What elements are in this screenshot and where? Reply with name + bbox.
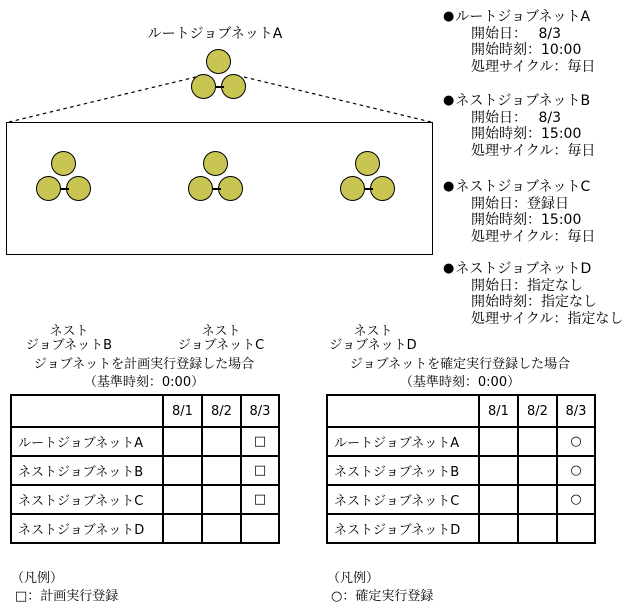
table-row	[11, 427, 279, 456]
detail-jobnet-name: ネストジョブネットC	[455, 179, 591, 195]
column-header: 8/1	[479, 395, 518, 427]
detail-start-time: 開始時刻：15:00	[471, 212, 582, 228]
detail-start-time: 開始時刻：10:00	[471, 42, 582, 58]
plan-table-title	[10, 356, 278, 392]
jobnet-circle-icon	[221, 74, 246, 99]
table-row	[327, 485, 595, 514]
jobnet-circle-icon	[370, 176, 395, 201]
jobnet-circle-icon	[191, 74, 216, 99]
mark-cell	[518, 427, 557, 456]
detail-cycle: 処理サイクル：毎日	[471, 58, 596, 75]
legend-text: □：計画実行登録	[15, 588, 119, 604]
circle-mark-cell: ○	[557, 427, 595, 456]
detail-group-nest-d	[443, 261, 638, 327]
header-row	[327, 395, 595, 427]
mark-cell	[557, 514, 595, 543]
mark-cell	[202, 514, 241, 543]
jobnet-connector	[61, 188, 69, 190]
detail-group-root-a	[443, 9, 638, 75]
jobnet-circle-icon	[355, 151, 380, 176]
detail-jobnet-name: ネストジョブネットB	[455, 93, 591, 109]
jobnet-circle-icon	[36, 176, 61, 201]
row-label: ネストジョブネットB	[11, 456, 163, 485]
plan-schedule-table	[10, 394, 280, 544]
empty-header-cell	[327, 395, 479, 427]
mark-cell	[479, 427, 518, 456]
bullet-icon: ●	[443, 9, 455, 24]
row-label: ネストジョブネットB	[327, 456, 479, 485]
detail-jobnet-name: ルートジョブネットA	[455, 9, 591, 25]
table-title-text: ジョブネットを計画実行登録した場合	[33, 357, 255, 372]
square-mark-cell: □	[241, 456, 279, 485]
table-subtitle-text: （基準時刻：0:00）	[83, 375, 205, 390]
mark-cell	[202, 485, 241, 514]
mark-cell	[163, 514, 202, 543]
dashed-line-right	[244, 77, 431, 122]
table-row	[327, 514, 595, 543]
jobnet-circle-icon	[340, 176, 365, 201]
row-label: ネストジョブネットC	[327, 485, 479, 514]
column-header: 8/3	[241, 395, 279, 427]
table-row	[327, 427, 595, 456]
mark-cell	[202, 456, 241, 485]
detail-name	[443, 261, 638, 278]
square-mark-cell: □	[241, 485, 279, 514]
header-row	[11, 395, 279, 427]
jobnet-circle-icon	[188, 176, 213, 201]
legend-title: （凡例）	[11, 571, 64, 586]
detail-name	[443, 9, 638, 26]
root-jobnet-icon	[191, 49, 249, 102]
nest-jobnet-d-label: ネスト ジョブネットD	[329, 324, 417, 353]
jobnet-circle-icon	[51, 151, 76, 176]
jobnet-connector	[365, 188, 373, 190]
detail-name	[443, 93, 638, 110]
detail-jobnet-name: ネストジョブネットD	[455, 261, 592, 277]
detail-start-date: 開始日： 8/3	[471, 109, 561, 126]
row-label: ルートジョブネットA	[11, 427, 163, 456]
mark-cell	[163, 456, 202, 485]
detail-group-nest-c	[443, 179, 638, 245]
detail-group-nest-b	[443, 93, 638, 159]
empty-header-cell	[11, 395, 163, 427]
column-header: 8/2	[202, 395, 241, 427]
mark-cell	[518, 485, 557, 514]
detail-start-time: 開始時刻：指定なし	[471, 294, 597, 310]
nest-jobnet-d-icon	[340, 151, 398, 204]
column-header: 8/1	[163, 395, 202, 427]
detail-cycle: 処理サイクル：毎日	[471, 228, 596, 245]
detail-cycle: 処理サイクル：毎日	[471, 142, 596, 159]
mark-cell	[163, 485, 202, 514]
jobnet-circle-icon	[206, 49, 231, 74]
detail-start-date: 開始日：登録日	[471, 195, 569, 212]
column-header: 8/2	[518, 395, 557, 427]
detail-start-date: 開始日： 8/3	[471, 25, 561, 42]
detail-cycle: 処理サイクル：指定なし	[471, 310, 624, 327]
nest-jobnet-c-icon	[188, 151, 246, 204]
jobnet-connector	[213, 188, 221, 190]
bullet-icon: ●	[443, 93, 455, 108]
jobnet-circle-icon	[203, 151, 228, 176]
jobnet-connector	[216, 86, 224, 88]
nest-jobnet-c-label: ネスト ジョブネットC	[177, 324, 265, 353]
fixed-table-title	[326, 356, 594, 392]
detail-start-date: 開始日：指定なし	[471, 277, 583, 294]
mark-cell	[163, 427, 202, 456]
table-row	[11, 485, 279, 514]
table-title-text: ジョブネットを確定実行登録した場合	[349, 357, 571, 372]
mark-cell	[241, 514, 279, 543]
jobnet-circle-icon	[66, 176, 91, 201]
mark-cell	[479, 485, 518, 514]
row-label: ルートジョブネットA	[327, 427, 479, 456]
circle-mark-cell: ○	[557, 485, 595, 514]
bullet-icon: ●	[443, 261, 455, 276]
jobnet-circle-icon	[218, 176, 243, 201]
mark-cell	[518, 514, 557, 543]
mark-cell	[479, 514, 518, 543]
table-subtitle-text: （基準時刻：0:00）	[399, 375, 521, 390]
legend-title: （凡例）	[327, 571, 380, 586]
row-label: ネストジョブネットD	[327, 514, 479, 543]
mark-cell	[518, 456, 557, 485]
table-row	[327, 456, 595, 485]
nest-jobnet-b-label: ネスト ジョブネットB	[25, 324, 113, 353]
legend-text: ○：確定実行登録	[331, 588, 434, 604]
fixed-schedule-table	[326, 394, 596, 544]
row-label: ネストジョブネットC	[11, 485, 163, 514]
table-row	[11, 514, 279, 543]
mark-cell	[202, 427, 241, 456]
row-label: ネストジョブネットD	[11, 514, 163, 543]
plan-legend	[11, 570, 118, 605]
square-mark-cell: □	[241, 427, 279, 456]
fixed-legend	[327, 570, 433, 605]
bullet-icon: ●	[443, 179, 455, 194]
detail-name	[443, 179, 638, 196]
table-row	[11, 456, 279, 485]
circle-mark-cell: ○	[557, 456, 595, 485]
detail-start-time: 開始時刻：15:00	[471, 126, 582, 142]
dashed-line-left	[9, 77, 196, 122]
nest-jobnet-b-icon	[36, 151, 94, 204]
root-jobnet-label: ルートジョブネットA	[147, 26, 283, 42]
column-header: 8/3	[557, 395, 595, 427]
mark-cell	[479, 456, 518, 485]
